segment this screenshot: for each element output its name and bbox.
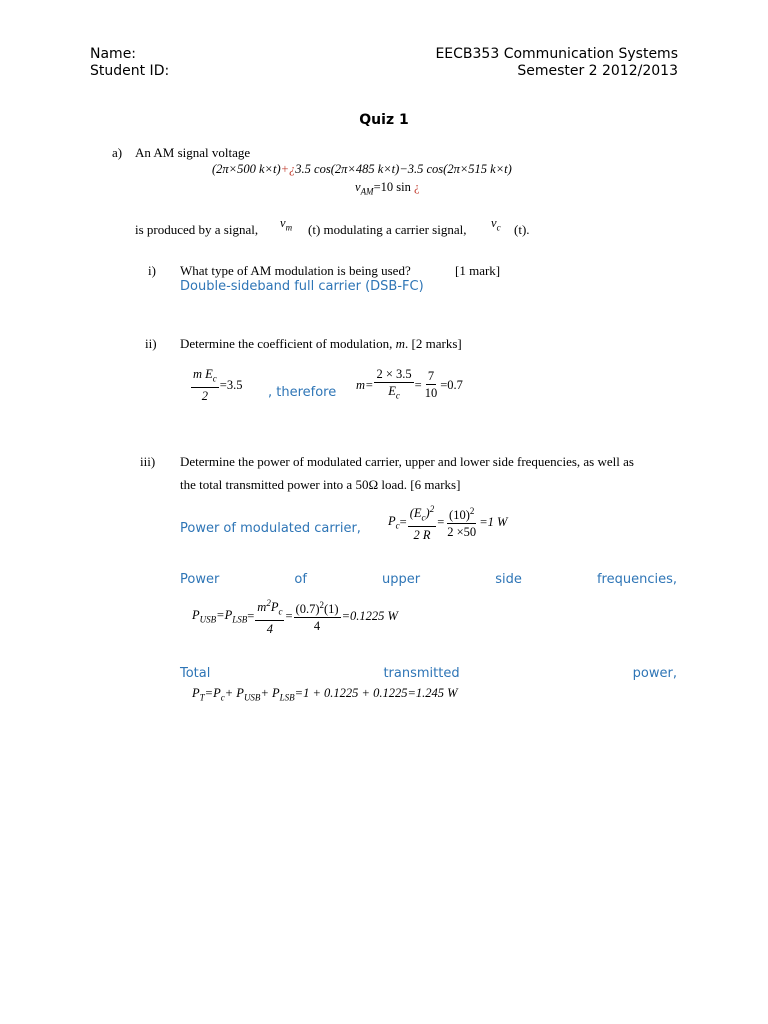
vm-symbol: $v_m$: [280, 216, 293, 233]
upper-side-label: Power of upper side frequencies,: [180, 572, 677, 587]
part-a-intro: An AM signal voltage: [135, 145, 251, 160]
q2-question: Determine the coefficient of modulation, m. [2 marks]: [180, 336, 462, 351]
equation-plus: +¿: [280, 162, 296, 176]
t-end: (t).: [514, 222, 530, 237]
m-equation: m= $\frac{2 \times 3.5}{E_c}$ = $\frac{7}{10}$ =0.7: [356, 367, 463, 404]
q1-question: What type of AM modulation is being used?: [180, 263, 411, 278]
course-title: EECB353 Communication Systems: [435, 46, 678, 62]
page-title: Quiz 1: [359, 112, 409, 128]
vam-sub: AM: [360, 186, 374, 197]
vc-symbol: $v_c$: [491, 216, 501, 233]
eq2-fraction: $\frac{2 \times 3.5}{E_c}$: [376, 367, 412, 401]
eq1-fraction: $\frac{m E_c}{2}$: [193, 367, 217, 403]
carrier-power-equation: $P_c$ = $\frac{(E_c)^2}{2 R}$ = $\frac{(10)^2}{2 \times 50}$ =1 W: [388, 504, 508, 542]
q2-number: ii): [145, 336, 157, 351]
modulating-text: (t) modulating a carrier signal,: [308, 222, 467, 237]
total-power-label: Total transmitted power,: [180, 666, 677, 681]
q3-question-line1: Determine the power of modulated carrier, upper and lower side frequencies, as well as: [180, 454, 634, 469]
q1-marks: [1 mark]: [455, 263, 501, 278]
student-id-label: Student ID:: [90, 63, 170, 79]
vam-rhs: =10 sin: [373, 180, 411, 194]
vam-tail: ¿: [413, 180, 420, 194]
signal-equation-line2: [355, 180, 420, 197]
eq2-fraction2: $\frac{7}{10}$: [424, 369, 438, 401]
equation-term1: (2π×500 k×t): [212, 162, 281, 176]
name-label: Name:: [90, 46, 137, 62]
equation-term2: 3.5 cos(2π×485 k×t)−3.5 cos(2π×515 k×t): [295, 162, 512, 176]
eq1-rhs: =3.5: [219, 377, 243, 392]
signal-equation-line1: [212, 162, 512, 177]
part-a-marker: a): [112, 145, 123, 160]
sideband-power-equation: $P_{USB}=P_{LSB}$ = $\frac{m^2P_c}{4}$ = $\frac{(0.7)^2(1)}{4}$ =0.1225 W: [192, 598, 398, 636]
carrier-power-label: Power of modulated carrier,: [180, 521, 361, 536]
q3-number: iii): [140, 454, 156, 469]
q1-answer: Double-sideband full carrier (DSB-FC): [180, 279, 424, 294]
produced-text: is produced by a signal,: [135, 222, 259, 237]
vam-symbol: v: [355, 180, 361, 194]
q1-number: i): [148, 263, 156, 278]
coefficient-equation: [190, 367, 242, 404]
q3-question-line2: the total transmitted power into a 50Ω load. [6 marks]: [180, 477, 461, 492]
semester-label: Semester 2 2012/2013: [517, 63, 678, 79]
total-power-equation: $P_T=P_c+ P_{USB}+ P_{LSB}=1 + 0.1225 + 0.1225=1.245$ W: [192, 686, 458, 703]
therefore-text: , therefore: [268, 385, 337, 400]
